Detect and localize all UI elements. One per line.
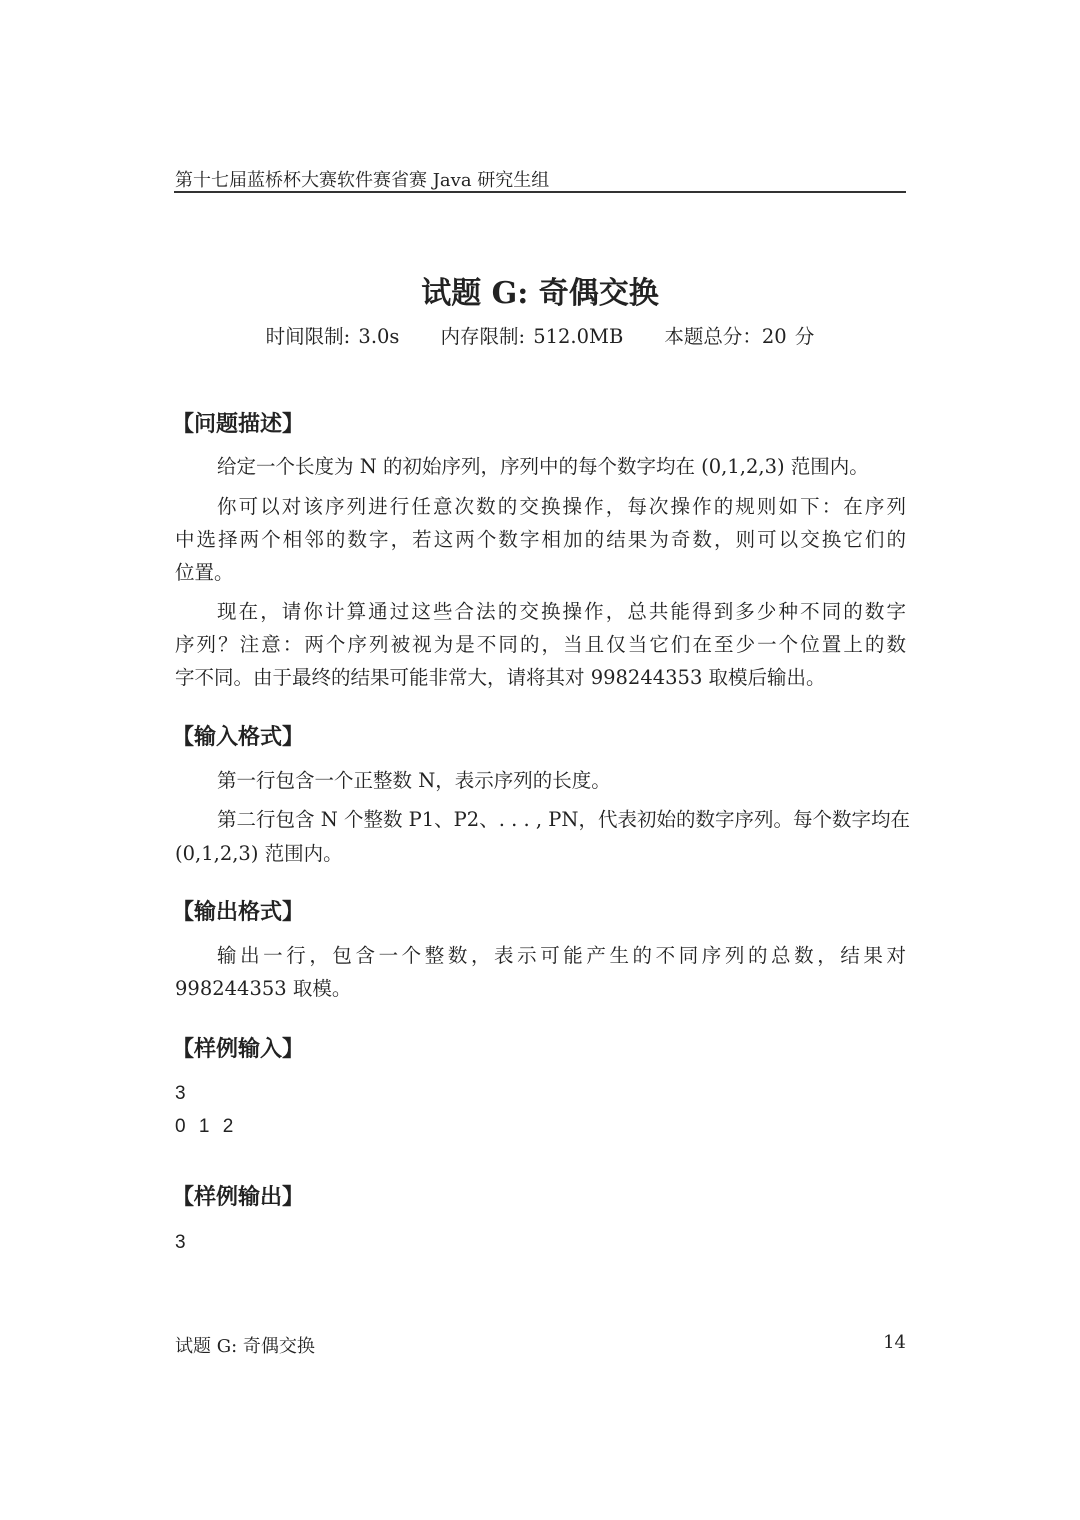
sample-output-line: 3	[175, 1232, 186, 1253]
text-line: 中选择两个相邻的数字，若这两个数字相加的结果为奇数，则可以交换它们的	[175, 528, 906, 551]
text-line: 给定一个长度为 N 的初始序列，序列中的每个数字均在 (0,1,2,3) 范围内。	[217, 455, 869, 478]
total-score: 本题总分：20 分	[664, 325, 815, 348]
header-rule	[174, 191, 906, 193]
text-line: 你可以对该序列进行任意次数的交换操作，每次操作的规则如下：在序列	[217, 495, 906, 518]
sample-input-line: 0 1 2	[175, 1116, 234, 1137]
running-header: 第十七届蓝桥杯大赛软件赛省赛 Java 研究生组	[175, 170, 550, 191]
memory-limit: 内存限制: 512.0MB	[440, 325, 624, 348]
text-line: 输出一行，包含一个整数，表示可能产生的不同序列的总数，结果对	[217, 944, 906, 967]
section-heading-input: 【输入格式】	[172, 725, 305, 750]
limits	[0, 321, 1080, 349]
text-line: 现在，请你计算通过这些合法的交换操作，总共能得到多少种不同的数字	[217, 600, 906, 623]
text-line: 序列？注意：两个序列被视为是不同的，当且仅当它们在至少一个位置上的数	[175, 633, 906, 656]
sample-input-line: 3	[175, 1083, 186, 1104]
text-line: 位置。	[175, 561, 234, 584]
time-limit: 时间限制: 3.0s	[265, 325, 400, 348]
text-line: (0,1,2,3) 范围内。	[175, 842, 343, 865]
text-line: 第二行包含 N 个整数 P1、P2、. . . , PN，代表初始的数字序列。每个数字均在	[217, 808, 910, 831]
text-line: 998244353 取模。	[175, 977, 352, 1000]
page-number: 14	[883, 1332, 906, 1353]
section-heading-sample-input: 【样例输入】	[172, 1037, 305, 1062]
footer-title: 试题 G: 奇偶交换	[175, 1336, 315, 1357]
text-line: 字不同。由于最终的结果可能非常大，请将其对 998244353 取模后输出。	[175, 666, 826, 689]
problem-title: 试题 G: 奇偶交换	[421, 276, 659, 311]
section-heading-output: 【输出格式】	[172, 900, 305, 925]
section-heading-problem: 【问题描述】	[172, 412, 305, 437]
text-line: 第一行包含一个正整数 N，表示序列的长度。	[217, 769, 611, 792]
section-heading-sample-output: 【样例输出】	[172, 1185, 305, 1210]
